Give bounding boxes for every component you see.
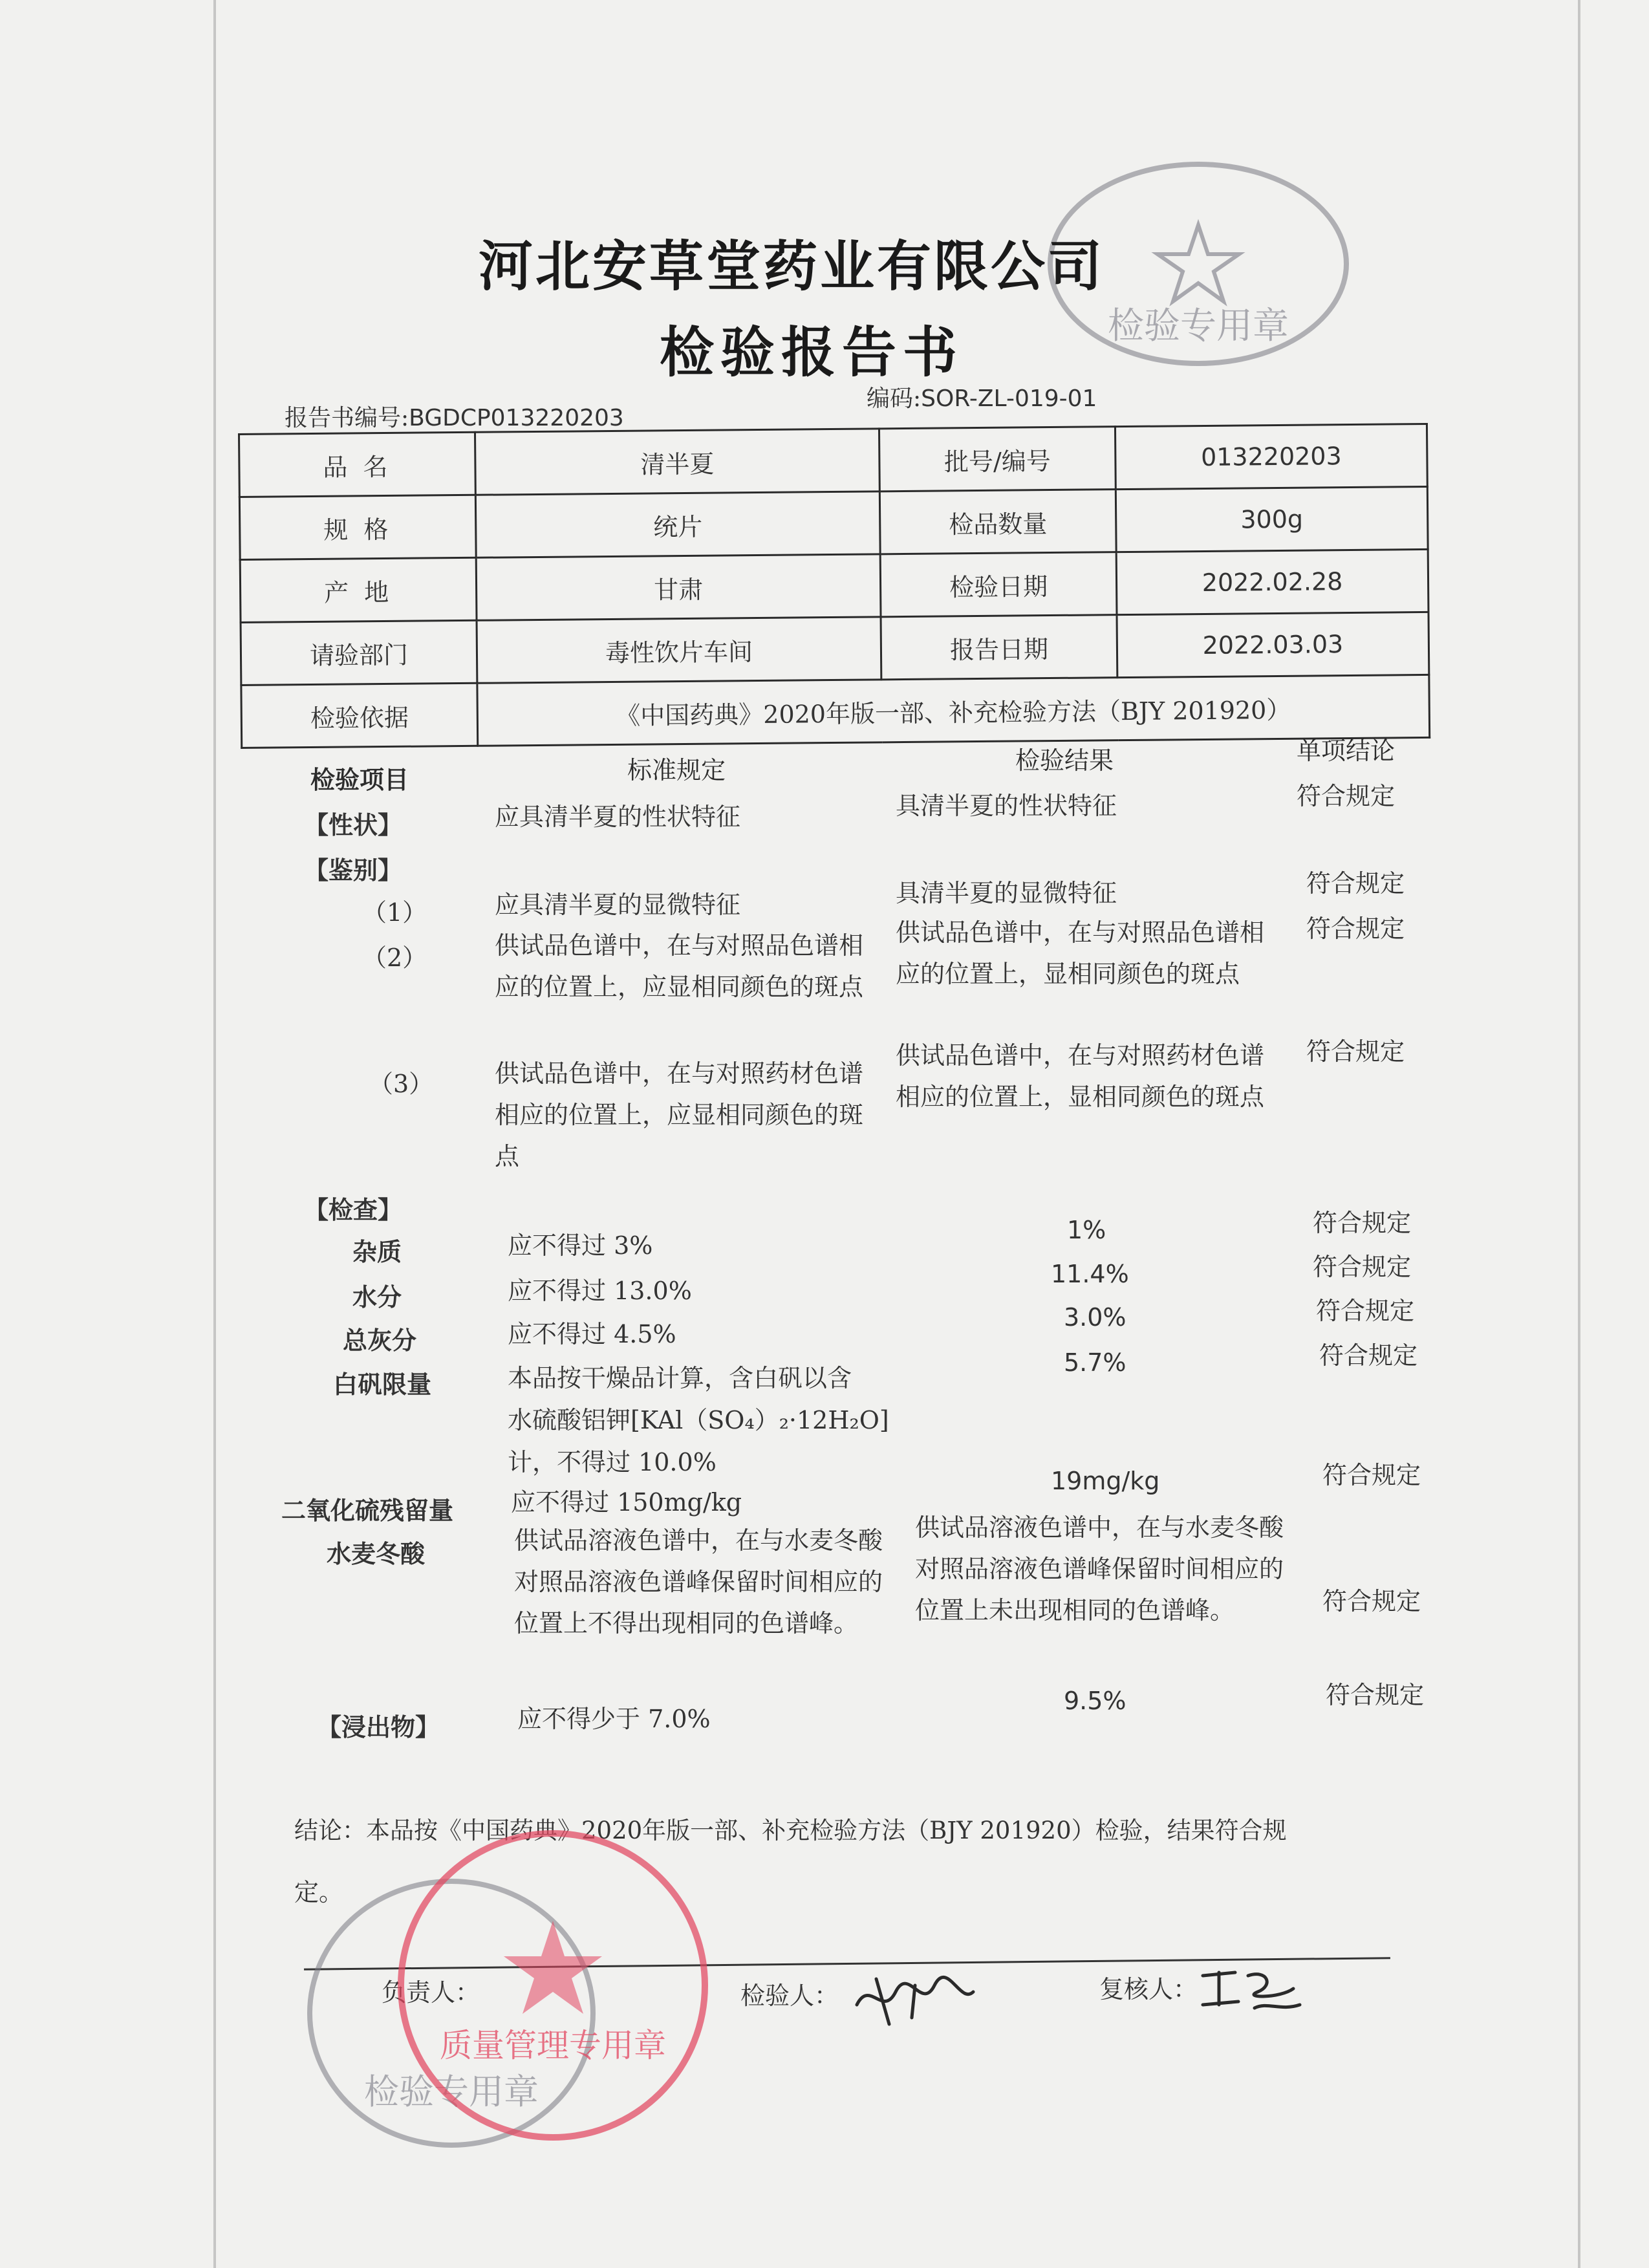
res-shuifen: 11.4% (1051, 1260, 1129, 1288)
item-zazhi: 杂质 (352, 1237, 402, 1266)
std-baifan-line3: 计，不得过 10.0% (508, 1448, 717, 1476)
report-date-value: 2022.03.03 (1117, 612, 1429, 677)
table-row (240, 549, 1428, 622)
svg-text:检验专用章: 检验专用章 (364, 2071, 539, 2112)
origin-label: 产 地 (240, 557, 477, 622)
con-zonghuifen: 符合规定 (1316, 1297, 1415, 1325)
item-jb2: （2） (362, 944, 427, 972)
res-jb3: 供试品色谱中，在与对照药材色谱相应的位置上，显相同颜色的斑点 (896, 1041, 1265, 1111)
col-header-standard: 标准规定 (627, 756, 726, 784)
std-zonghuifen: 应不得过 4.5% (508, 1320, 676, 1348)
svg-text:质量管理专用章: 质量管理专用章 (440, 2027, 666, 2064)
report-number-value: BGDCP013220203 (409, 405, 624, 431)
seal-star-icon (404, 1837, 702, 2134)
spec-label: 规 格 (239, 495, 476, 559)
inspector-signature-icon (850, 1966, 980, 2031)
res-zonghuifen: 3.0% (1064, 1303, 1126, 1332)
col-header-result: 检验结果 (1015, 746, 1114, 775)
res-xingzhuang: 具清半夏的性状特征 (896, 792, 1117, 820)
con-jb2: 符合规定 (1306, 914, 1405, 943)
col-header-item: 检验项目 (310, 765, 409, 794)
con-jb1: 符合规定 (1306, 869, 1405, 898)
res-so2: 19mg/kg (1051, 1467, 1160, 1495)
dept-label: 请验部门 (241, 620, 477, 685)
inspector-label: 检验人： (740, 1982, 839, 2010)
name-value: 清半夏 (475, 429, 879, 495)
item-jb1: （1） (362, 898, 427, 927)
std-jinchu: 应不得少于 7.0% (517, 1705, 711, 1733)
res-jb1: 具清半夏的显微特征 (896, 879, 1117, 907)
std-zazhi: 应不得过 3% (508, 1231, 653, 1260)
basis-label: 检验依据 (241, 683, 478, 748)
std-jb1: 应具清半夏的显微特征 (495, 891, 741, 919)
conclusion-line1: 结论：本品按《中国药典》2020年版一部、补充检验方法（BJY 201920）检验，结果符合规 (294, 1817, 1287, 1844)
con-baifan: 符合规定 (1319, 1341, 1418, 1370)
scan-streak (1578, 0, 1580, 2268)
res-baifan: 5.7% (1064, 1348, 1126, 1377)
table-row (241, 675, 1430, 748)
sample-info-table (238, 423, 1430, 749)
report-date-label: 报告日期 (881, 615, 1117, 680)
std-jb2: 供试品色谱中，在与对照品色谱相应的位置上，应显相同颜色的斑点 (495, 931, 864, 1001)
con-jb3: 符合规定 (1306, 1037, 1405, 1066)
batch-value: 013220203 (1115, 424, 1427, 489)
con-so2: 符合规定 (1322, 1461, 1421, 1489)
item-zonghuifen: 总灰分 (343, 1326, 417, 1355)
std-jb3: 供试品色谱中，在与对照药材色谱相应的位置上，应显相同颜色的斑点 (495, 1059, 864, 1171)
form-code-label: 编码: (867, 385, 921, 412)
qty-label: 检品数量 (879, 490, 1116, 554)
con-shuimai: 符合规定 (1322, 1587, 1421, 1615)
std-baifan-line1: 本品按干燥品计算，含白矾以含 (508, 1364, 852, 1392)
item-shuifen: 水分 (352, 1282, 402, 1312)
std-shuimai: 供试品溶液色谱中，在与水麦冬酸对照品溶液色谱峰保留时间相应的位置上不得出现相同的色谱峰。 (514, 1526, 883, 1637)
res-jb2: 供试品色谱中，在与对照品色谱相应的位置上，显相同颜色的斑点 (896, 918, 1265, 988)
res-shuimai: 供试品溶液色谱中，在与水麦冬酸对照品溶液色谱峰保留时间相应的位置上未出现相同的色谱峰。 (915, 1513, 1284, 1625)
reviewer-label: 复核人： (1099, 1975, 1198, 2003)
quality-seal (398, 1830, 708, 2141)
res-jinchu: 9.5% (1064, 1687, 1126, 1715)
col-header-conclusion: 单项结论 (1297, 737, 1396, 765)
svg-text:检验专用章: 检验专用章 (1108, 305, 1289, 347)
conclusion-line2: 定。 (294, 1878, 344, 1906)
test-date-label: 检验日期 (880, 552, 1117, 617)
qty-value: 300g (1116, 486, 1428, 552)
item-jiancha: 【检查】 (304, 1195, 403, 1224)
company-name: 河北安草堂药业有限公司 (479, 234, 1105, 298)
head-label: 负责人： (382, 1978, 480, 2007)
basis-value: 《中国药典》2020年版一部、补充检验方法（BJY 201920） (477, 675, 1430, 746)
item-so2: 二氧化硫残留量 (281, 1496, 454, 1525)
report-number (285, 400, 624, 433)
dept-value: 毒性饮片车间 (477, 617, 881, 683)
item-shuimai: 水麦冬酸 (327, 1539, 426, 1568)
spec-value: 统片 (475, 491, 880, 557)
std-baifan-line2: 水硫酸铝钾[KAl（SO₄）₂·12H₂O] (508, 1406, 889, 1434)
table-row (241, 612, 1429, 685)
name-label: 品 名 (239, 432, 476, 497)
item-jianbie: 【鉴别】 (304, 856, 403, 885)
reviewer-signature-icon (1196, 1956, 1306, 2021)
form-code-value: SOR-ZL-019-01 (921, 385, 1097, 412)
con-jinchu: 符合规定 (1326, 1681, 1425, 1709)
std-xingzhuang: 应具清半夏的性状特征 (495, 803, 741, 831)
std-so2: 应不得过 150mg/kg (511, 1488, 742, 1517)
item-xingzhuang: 【性状】 (304, 810, 403, 839)
item-baifan: 白矾限量 (333, 1370, 432, 1399)
item-jb3: （3） (369, 1070, 434, 1098)
std-shuifen: 应不得过 13.0% (508, 1277, 692, 1305)
test-date-value: 2022.02.28 (1116, 549, 1428, 614)
con-shuifen: 符合规定 (1313, 1253, 1412, 1281)
con-xingzhuang: 符合规定 (1297, 782, 1396, 810)
scan-streak (213, 0, 216, 2268)
table-row (239, 424, 1428, 497)
table-row (239, 486, 1428, 559)
res-zazhi: 1% (1067, 1216, 1106, 1244)
batch-label: 批号/编号 (879, 427, 1116, 491)
form-code (867, 380, 1097, 413)
origin-value: 甘肃 (476, 554, 881, 620)
con-zazhi: 符合规定 (1313, 1209, 1412, 1237)
item-jinchu: 【浸出物】 (317, 1712, 440, 1742)
report-number-label: 报告书编号: (285, 405, 409, 431)
document-title: 检验报告书 (660, 320, 964, 384)
